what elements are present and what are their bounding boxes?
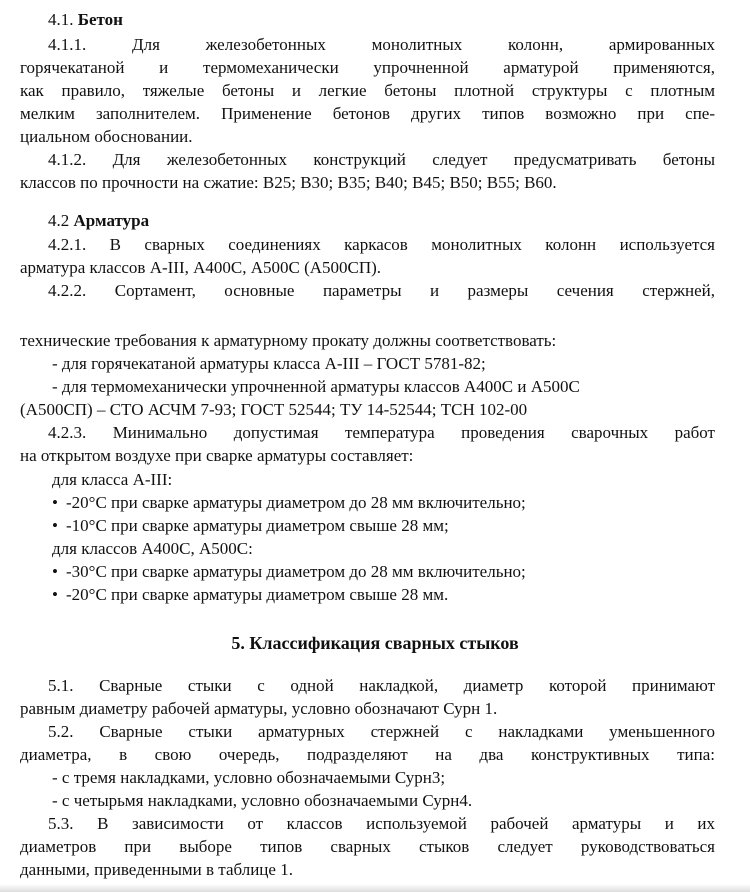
- paragraph-line: горячекатаной и термомеханически упрочненной арматурой применяются,: [20, 58, 715, 77]
- bullet-text: -10°С при сварке арматуры диаметром свыше 28 мм;: [66, 516, 449, 535]
- paragraph-line: диаметра, в свою очередь, подразделяют на два конструктивных типа:: [20, 745, 715, 764]
- bullet-icon: •: [52, 516, 58, 535]
- section-title: Арматура: [73, 211, 150, 230]
- paragraph-line: 5.2. Сварные стыки арматурных стержней с накладками уменьшенного: [48, 722, 715, 741]
- paragraph-line: 4.1.2. Для железобетонных конструкций следует предусматривать бетоны: [48, 150, 715, 169]
- bullet-item: [52, 491, 526, 514]
- group-label: для классов А400С, А500С:: [52, 539, 253, 558]
- paragraph-line: 5.1. Сварные стыки с одной накладкой, диаметр которой принимают: [48, 676, 715, 695]
- group-label: для класса А-III:: [52, 470, 173, 489]
- bullet-item: [52, 514, 449, 537]
- paragraph-line: 4.2.3. Минимально допустимая температура проведения сварочных работ: [48, 423, 715, 442]
- list-item: - с четырьмя накладками, условно обозначаемыми Сурн4.: [52, 791, 473, 810]
- section-title: Бетон: [77, 10, 123, 29]
- bullet-icon: •: [52, 562, 58, 581]
- section-4-1-heading: [48, 8, 123, 31]
- section-number: 4.1.: [48, 10, 74, 29]
- section-number: 4.2: [48, 211, 70, 230]
- paragraph-line: циальном обосновании.: [20, 127, 193, 146]
- list-item: - для термомеханически упрочненной арматуры классов А400С и А500С: [52, 377, 580, 396]
- list-item: (А500СП) – СТО АСЧМ 7-93; ГОСТ 52544; ТУ 14-52544; ТСН 102-00: [20, 400, 528, 419]
- list-item: - с тремя накладками, условно обозначаемыми Сурн3;: [52, 768, 446, 787]
- paragraph-line: данными, приведенными в таблице 1.: [20, 860, 293, 879]
- bullet-item: [52, 583, 448, 606]
- bullet-text: -20°С при сварке арматуры диаметром до 28 мм включительно;: [66, 493, 526, 512]
- paragraph-line: мелким заполнителем. Применение бетонов других типов возможно при спе-: [20, 104, 715, 123]
- bullet-icon: •: [52, 585, 58, 604]
- paragraph-line: 4.1.1. Для железобетонных монолитных колонн, армированных: [48, 35, 715, 54]
- paragraph-line: классов по прочности на сжатие: В25; В30; В35; В40; В45; В50; В55; В60.: [20, 173, 557, 192]
- paragraph-line: 4.2.2. Сортамент, основные параметры и размеры сечения стержней,: [48, 281, 715, 300]
- bullet-item: [52, 560, 526, 583]
- list-item: - для горячекатаной арматуры класса А-III – ГОСТ 5781-82;: [52, 354, 486, 373]
- section-4-2-heading: [48, 209, 149, 232]
- bullet-icon: •: [52, 493, 58, 512]
- paragraph-line: 5.3. В зависимости от классов используемой рабочей арматуры и их: [48, 814, 715, 833]
- paragraph-line: арматура классов А-III, А400С, А500С (А500СП).: [20, 258, 382, 277]
- bullet-text: -30°С при сварке арматуры диаметром до 28 мм включительно;: [66, 562, 526, 581]
- section-5-heading: 5. Классификация сварных стыков: [231, 633, 519, 653]
- paragraph-line: технические требования к арматурному прокату должны соответствовать:: [20, 331, 557, 350]
- page-bottom-edge: [0, 884, 750, 892]
- paragraph-line: 4.2.1. В сварных соединениях каркасов монолитных колонн используется: [48, 235, 715, 254]
- paragraph-line: равным диаметру рабочей арматуры, условно обозначают Сурн 1.: [20, 699, 498, 718]
- bullet-text: -20°С при сварке арматуры диаметром свыше 28 мм.: [66, 585, 449, 604]
- paragraph-line: на открытом воздухе при сварке арматуры составляет:: [20, 446, 414, 465]
- paragraph-line: диаметров при выборе типов сварных стыков следует руководствоваться: [20, 837, 715, 856]
- paragraph-line: как правило, тяжелые бетоны и легкие бетоны плотной структуры с плотным: [20, 81, 715, 100]
